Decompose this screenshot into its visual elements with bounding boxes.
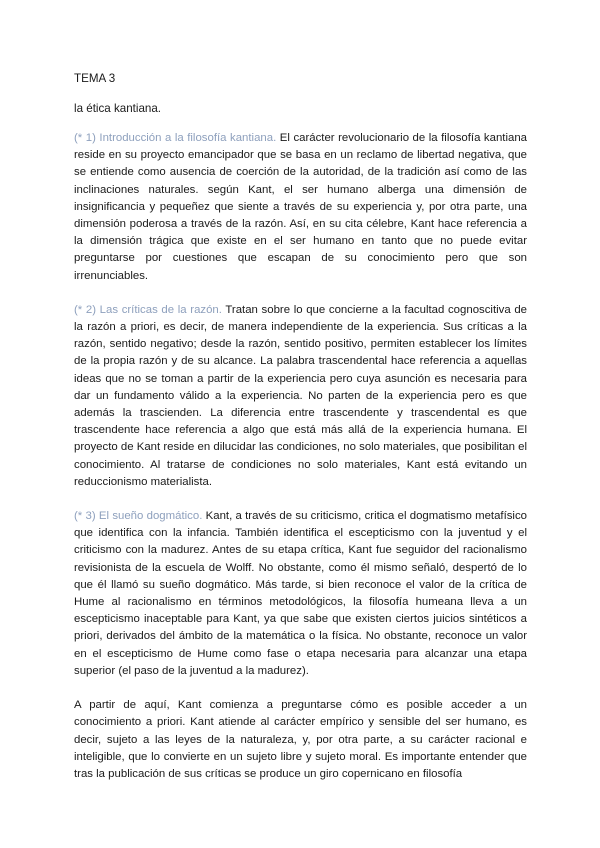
document-subtitle: la ética kantiana. [74,102,162,115]
document-title: TEMA 3 [74,72,116,85]
section-introduccion [74,130,527,285]
section-continuacion [74,697,527,783]
section-body: El carácter revolucionario de la filosofía kantiana reside en su proyecto emancipador que se basa en un reclamo de libertad negativa, que se entiende como ausencia de coerción de la autoridad, de la tradición así como de las inclinaciones naturales. según Kant, el ser humano alberga una dimensión de insignificancia y pequeñez que siente a través de su experiencia y, por otra parte, una dimensión poderosa a través de la razón. Así, en su cita célebre, Kant hace referencia a la dimensión trágica que existe en el ser humano en tanto que no puede evitar preguntarse por cuestiones que escapan de su conocimiento pero que son irrenunciables. [74,132,527,282]
section-criticas [74,302,527,491]
section-body: Tratan sobre lo que concierne a la facultad cognoscitiva de la razón a priori, es decir, de manera independiente de la experiencia. Sus críticas a la razón, sentido negativo; desde la razón, sentido positivo, permiten establecer los límites de la propia razón y de su alcance. La palabra trascendental hace referencia a aquellas ideas que no se toman a partir de la experiencia pero cuya asunción es necesaria para dar un fundamento válido a la experiencia. No parten de la experiencia pero es que además la trascienden. La diferencia entre trascendente y trascendental es que trascendente hace referencia a algo que está más allá de la experiencia humana. El proyecto de Kant reside en dilucidar las condiciones, no solo materiales, que posibilitan el conocimiento. Al tratarse de condiciones no solo materiales, Kant está evitando un reduccionismo materialista. [74,303,527,488]
section-heading: (* 2) Las críticas de la razón. [74,303,222,316]
section-body: Kant, a través de su criticismo, critica el dogmatismo metafísico que identifica con la infancia. También identifica el escepticismo con la juventud y el criticismo con la madurez. Antes de su etapa crítica, Kant fue seguidor del racionalismo revisionista de la escuela de Wolff. No obstante, como él mismo señaló, despertó de lo que él llamó su sueño dogmático. Más tarde, si bien reconoce el valor de la crítica de Hume al racionalismo en términos metodológicos, la filosofía humeana lleva a un escepticismo inaceptable para Kant, ya que sabe que existen ciertos juicios sintéticos a priori, derivados del ámbito de la matemática o la física. No obstante, reconoce un valor en el escepticismo de Hume como fase o etapa necesaria para alcanzar una etapa superior (el paso de la juventud a la madurez). [74,510,527,677]
document-page [74,70,527,800]
section-body: A partir de aquí, Kant comienza a preguntarse cómo es posible acceder a un conocimiento a priori. Kant atiende al carácter empírico y sensible del ser humano, es decir, sujeto a las leyes de la naturaleza, y, por otra parte, a su carácter racional e inteligible, que lo convierte en un sujeto libre y sujeto moral. Es importante entender que tras la publicación de sus críticas se produce un giro copernicano en filosofía [74,699,527,780]
section-heading: (* 3) El sueño dogmático. [74,510,203,523]
section-heading: (* 1) Introducción a la filosofía kantiana. [74,132,277,144]
section-sueno-dogmatico [74,508,527,680]
